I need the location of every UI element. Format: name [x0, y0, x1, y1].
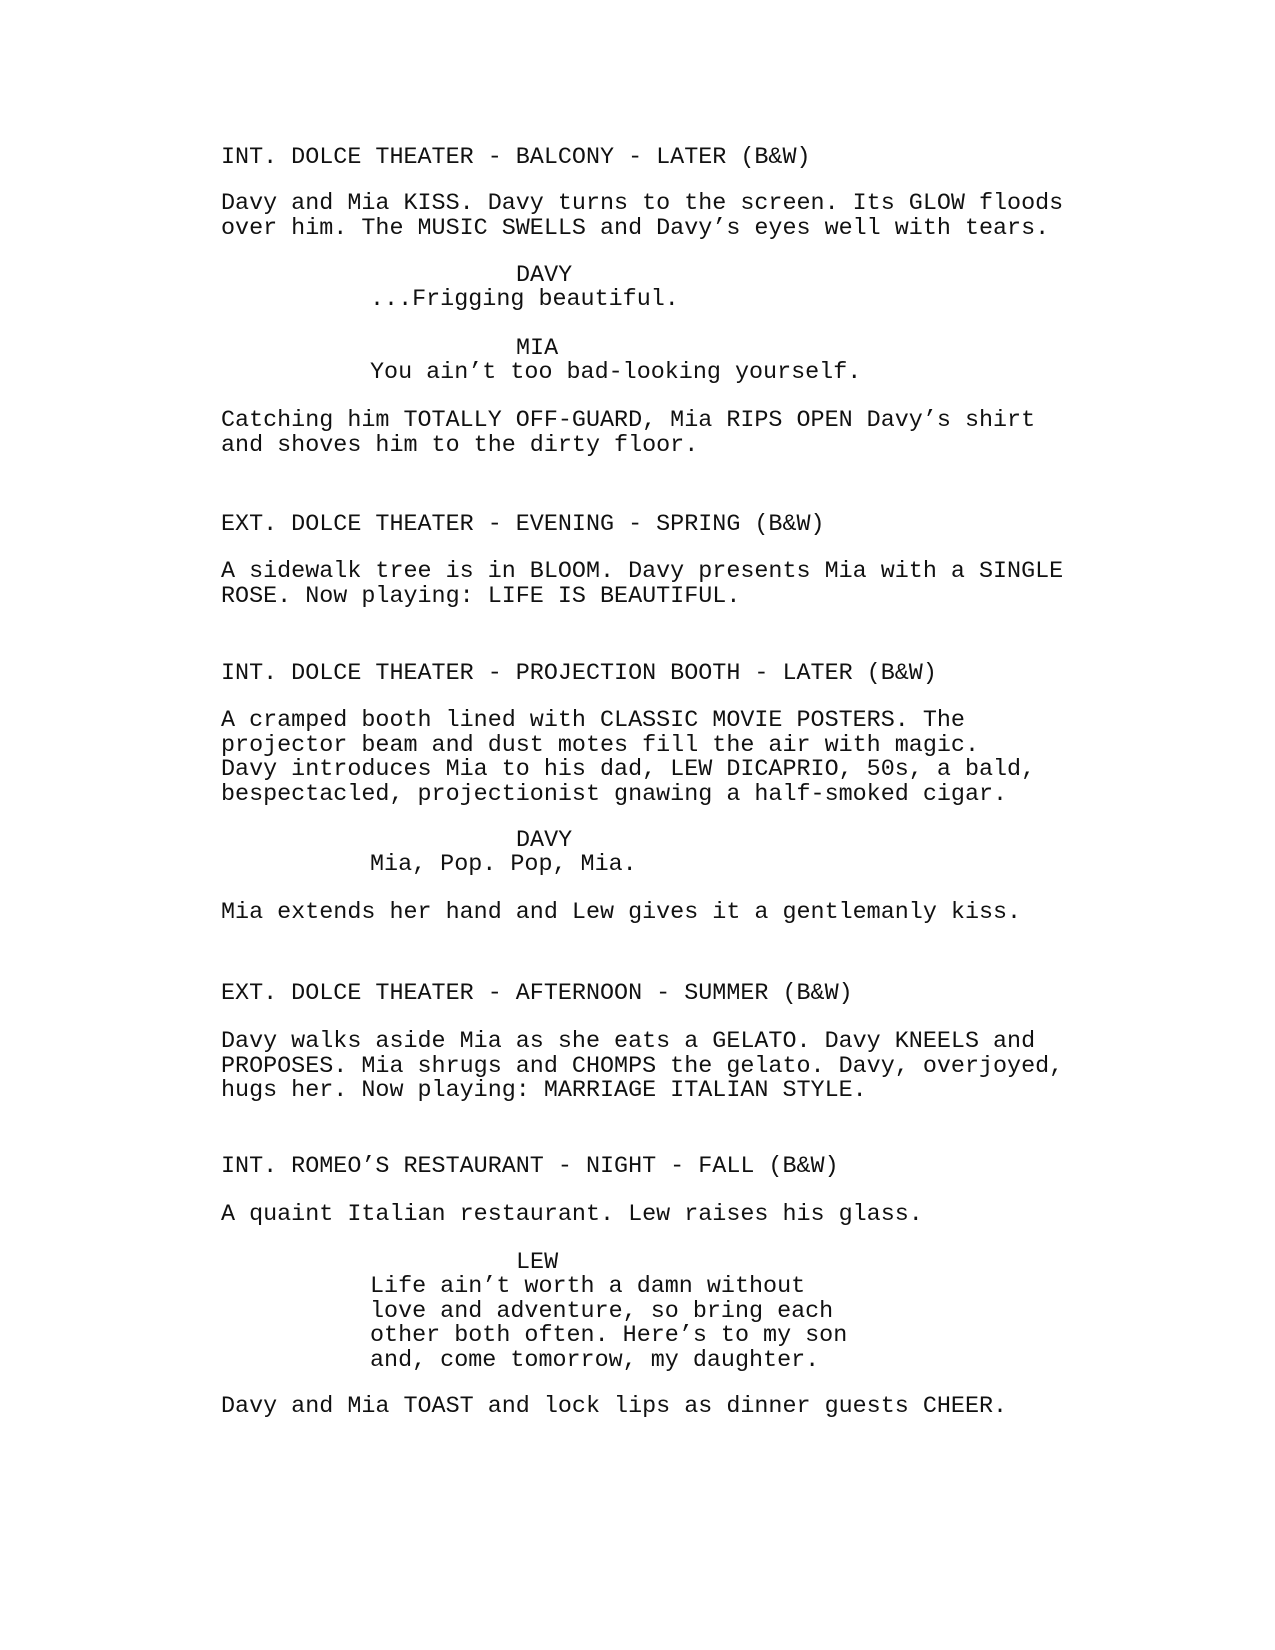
dialogue: Life ain’t worth a damn without love and adventure, so bring each other both often. Here’s to my son and, come tomorrow, my daughter.: [370, 1274, 848, 1374]
scene-heading: INT. DOLCE THEATER - BALCONY - LATER (B&W): [221, 145, 811, 171]
action-line: Davy and Mia TOAST and lock lips as dinner guests CHEER.: [221, 1394, 1008, 1420]
action-line: Davy and Mia KISS. Davy turns to the screen. Its GLOW floods over him. The MUSIC SWELLS and Davy’s eyes well with tears.: [221, 191, 1064, 242]
dialogue: Mia, Pop. Pop, Mia.: [370, 852, 637, 878]
action-line: Mia extends her hand and Lew gives it a gentlemanly kiss.: [221, 900, 1022, 926]
character-name: LEW: [516, 1250, 559, 1276]
action-line: Catching him TOTALLY OFF-GUARD, Mia RIPS OPEN Davy’s shirt and shoves him to the dirty floor.: [221, 408, 1036, 459]
scene-heading: INT. ROMEO’S RESTAURANT - NIGHT - FALL (B&W): [221, 1154, 839, 1180]
character-name: DAVY: [516, 263, 573, 289]
scene-heading: INT. DOLCE THEATER - PROJECTION BOOTH - LATER (B&W): [221, 661, 937, 687]
character-name: MIA: [516, 336, 559, 362]
action-line: Davy walks aside Mia as she eats a GELATO. Davy KNEELS and PROPOSES. Mia shrugs and CHOMPS the gelato. Davy, overjoyed, hugs her. Now playing: MARRIAGE ITALIAN STYLE.: [221, 1029, 1064, 1105]
scene-heading: EXT. DOLCE THEATER - EVENING - SPRING (B&W): [221, 512, 825, 538]
dialogue: ...Frigging beautiful.: [370, 287, 679, 313]
action-line: A sidewalk tree is in BLOOM. Davy presents Mia with a SINGLE ROSE. Now playing: LIFE IS BEAUTIFUL.: [221, 559, 1064, 610]
dialogue: You ain’t too bad-looking yourself.: [370, 360, 862, 386]
character-name: DAVY: [516, 828, 573, 854]
action-line: A quaint Italian restaurant. Lew raises his glass.: [221, 1202, 923, 1228]
action-line: A cramped booth lined with CLASSIC MOVIE POSTERS. The projector beam and dust motes fill the air with magic. Davy introduces Mia to his dad, LEW DICAPRIO, 50s, a bald, bespectacled, projectionist gnawing a half-smoked cigar.: [221, 708, 1036, 808]
scene-heading: EXT. DOLCE THEATER - AFTERNOON - SUMMER (B&W): [221, 981, 853, 1007]
